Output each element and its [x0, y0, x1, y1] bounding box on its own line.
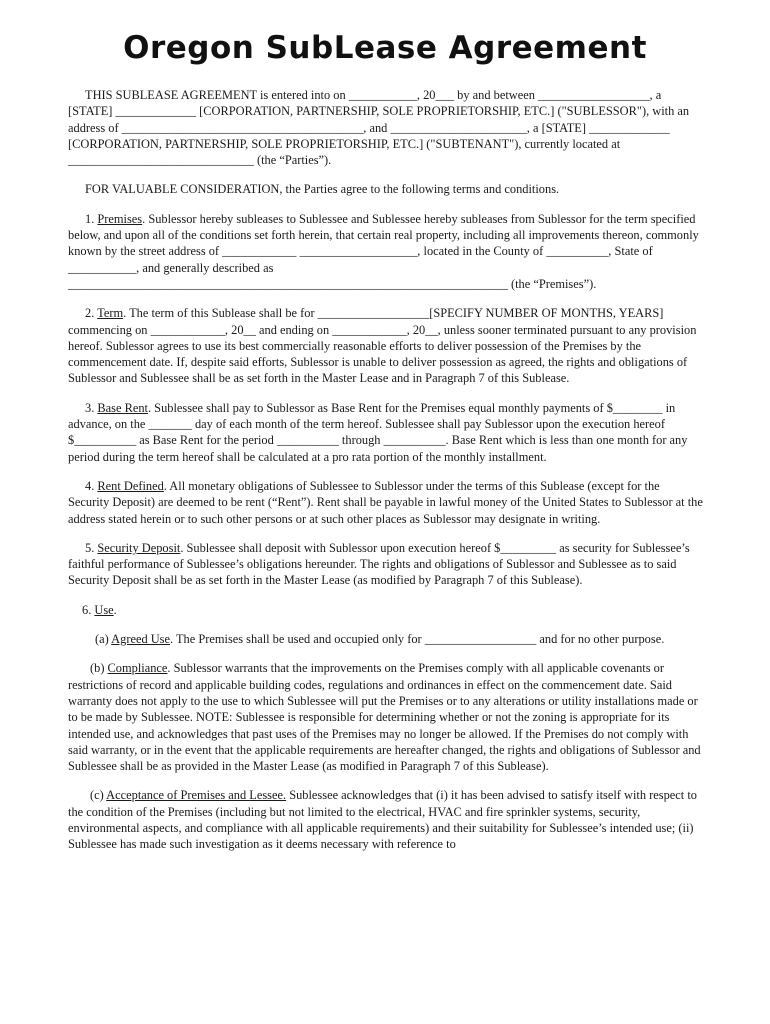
consideration-paragraph: FOR VALUABLE CONSIDERATION, the Parties agree to the following terms and conditions.: [85, 182, 560, 197]
section-term: [68, 305, 704, 386]
section-text: . Sublessee shall pay to Sublessor as Base Rent for the Premises equal monthly payments of $________ in advance, on the _______ day of each month of the term hereof. Sublessee shall pay Sublessor upon the execution hereof $__________ as Base Rent for the period __________ through __________. Base Rent which is less than one month for any period during the term hereof shall be calculated at a pro rata portion of the monthly installment.: [68, 400, 688, 464]
section-heading: Use: [94, 602, 114, 617]
subsection-heading: Agreed Use: [111, 632, 171, 647]
subsection-text: Sublessee acknowledges that (i) it has been advised to satisfy itself with respect to the condition of the Premises (including but not limited to the electrical, HVAC and fire sprinkler systems, security, environmental aspects, and compliance with all applicable requirements) and their suitability for Sublessee’s intended use; (ii) Sublessee has made such investigation as it deems necessary with reference to: [68, 788, 697, 852]
section-text: .: [113, 602, 117, 617]
subsection-prefix: (c): [90, 788, 107, 803]
subsection-text: . The Premises shall be used and occupied only for __________________ and for no other purpose.: [170, 632, 665, 647]
section-number: 6.: [82, 602, 95, 617]
subsection-heading: Compliance: [107, 661, 168, 676]
document-title: Oregon SubLease Agreement: [123, 30, 647, 66]
subsection-compliance: [68, 660, 704, 774]
subsection-acceptance: [68, 787, 704, 852]
subsection-agreed-use: [68, 631, 704, 647]
section-number: 4.: [85, 478, 98, 493]
section-use: [68, 602, 704, 618]
section-text: . The term of this Sublease shall be for __________________[SPECIFY NUMBER OF MONTHS, YEARS] commencing on ____________, 20__ and ending on ____________, 20__, unless sooner terminated pursuant to any provision hereof. Sublessor agrees to use its best commercially reasonable efforts to deliver possession of the Premises by the commencement date. If, despite said efforts, Sublessor is unable to deliver possession as agreed, the rights and obligations of Sublessor and Sublessee shall be as set forth in the Master Lease and in Paragraph 7 of this Sublease.: [68, 306, 697, 386]
subsection-heading: Acceptance of Premises and Lessee.: [106, 788, 287, 803]
section-number: 5.: [85, 540, 98, 555]
section-number: 1.: [85, 211, 98, 226]
section-text: . Sublessee shall deposit with Sublessor upon execution hereof $_________ as security for Sublessee’s faithful performance of Sublessee’s obligations hereunder. The rights and obligations of Sublessor and Sublessee as to said Security Deposit shall be as set forth in the Master Lease (as modified by Paragraph 7 of this Sublease).: [68, 540, 690, 588]
subsection-prefix: (b): [90, 661, 108, 676]
section-rent-defined: [68, 478, 704, 527]
section-number: 3.: [85, 400, 98, 415]
section-number: 2.: [85, 306, 98, 321]
section-text: . All monetary obligations of Sublessee to Sublessor under the terms of this Sublease (except for the Security Deposit) are deemed to be rent (“Rent”). Rent shall be payable in lawful money of the United States to Sublessor at the address stated herein or to such other persons or at such other places as Sublessor may designate in writing.: [68, 478, 703, 526]
section-heading: Premises: [97, 211, 143, 226]
section-base-rent: [68, 400, 704, 465]
subsection-text: . Sublessor warrants that the improvements on the Premises comply with all applicable covenants or restrictions of record and applicable building codes, regulations and ordinances in effect on the commencement date. Said warranty does not apply to the use to which Sublessee will put the Premises or to any alterations or utility installations made or to be made by Sublessee. NOTE: Sublessee is responsible for determining whether or not the zoning is appropriate for its intended use, and acknowledges that past uses of the Premises may no longer be allowed. If the Premises do not comply with said warranty, or in the event that the applicable requirements are hereafter changed, the rights and obligations of Sublessor and Sublessee shall be as provided in the Master Lease (as modified in Paragraph 7 of this Sublease).: [68, 661, 701, 774]
intro-paragraph: THIS SUBLEASE AGREEMENT is entered into on ___________, 20___ by and between __________________, a [STATE] _____________ [CORPORATION, PARTNERSHIP, SOLE PROPRIETORSHIP, ETC.] ("SUBLESSOR"), with an address of _______________________________________, and ______________________, a [STATE] _____________ [CORPORATION, PARTNERSHIP, SOLE PROPRIETORSHIP, ETC.] ("SUBTENANT"), currently located at ______________________________ (the “Parties”).: [68, 88, 690, 168]
section-text: . Sublessor hereby subleases to Sublessee and Sublessee hereby subleases from Sublessor for the term specified below, and upon all of the conditions set forth herein, that certain real property, including all improvements thereon, commonly known by the street address of ____________ ___________________, located in the County of __________, State of ___________, and generally described as _______________________________________________________________________ (the “Premises”).: [68, 211, 699, 291]
section-premises: [68, 211, 704, 292]
section-heading: Security Deposit: [97, 540, 181, 555]
subsection-prefix: (a): [95, 632, 112, 647]
section-heading: Term: [97, 306, 124, 321]
section-heading: Base Rent: [97, 400, 148, 415]
section-heading: Rent Defined: [97, 478, 164, 493]
document-body: [68, 87, 704, 866]
section-security-deposit: [68, 540, 704, 589]
